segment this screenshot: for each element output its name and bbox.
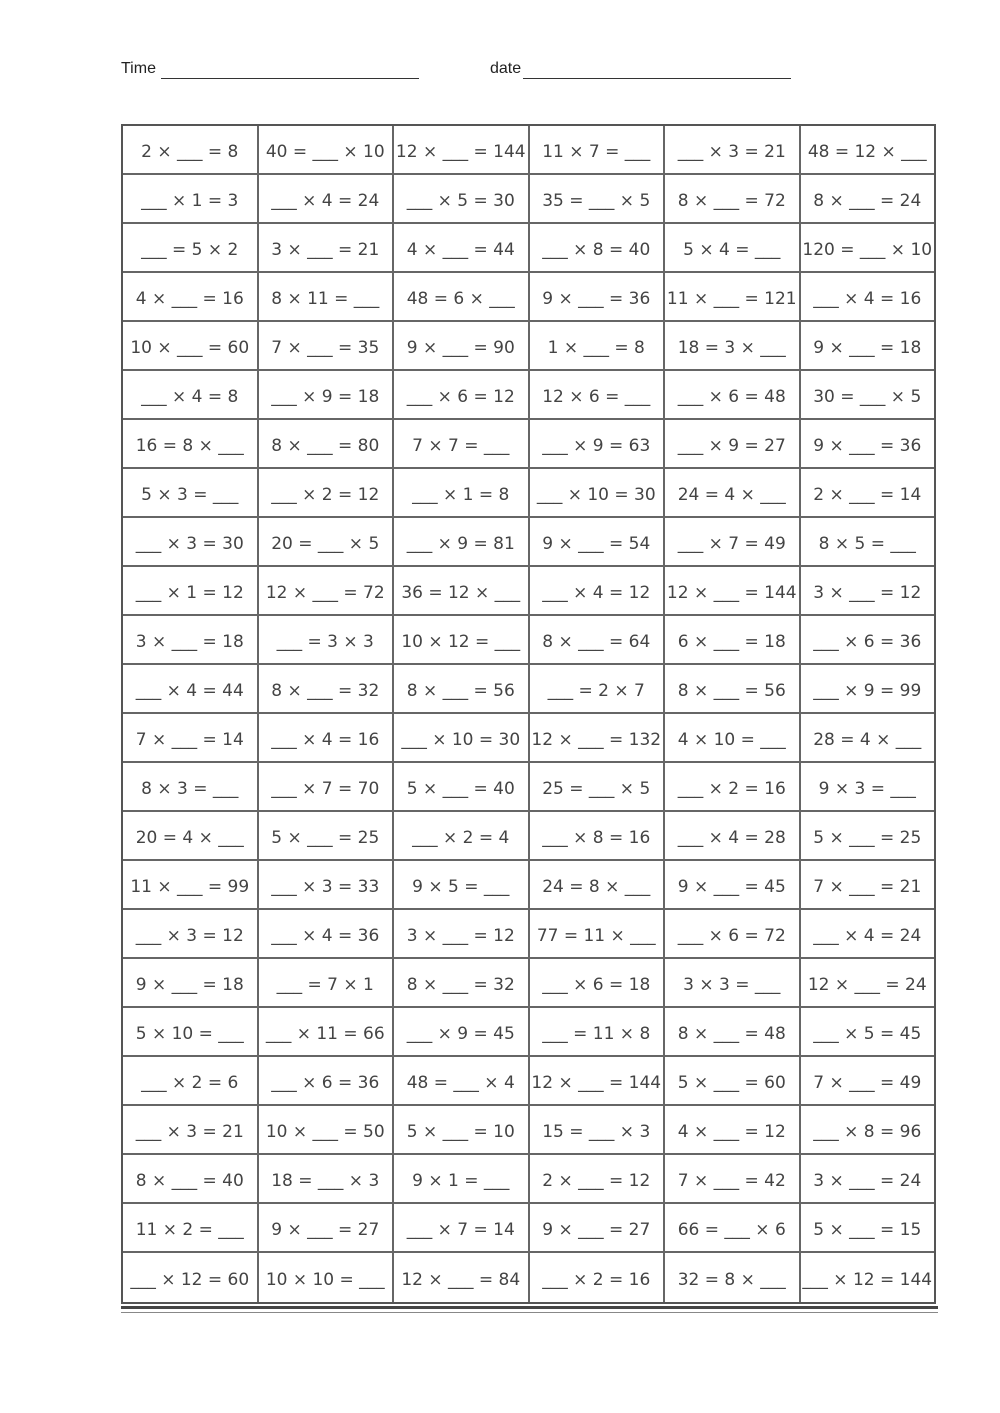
problem-cell[interactable]: 35 = ___ × 5 — [530, 175, 666, 222]
problem-cell[interactable]: 3 × ___ = 21 — [259, 224, 395, 271]
grid-row — [123, 1008, 934, 1057]
problem-cell[interactable]: ___ × 2 = 4 — [394, 812, 530, 859]
problem-cell[interactable]: 25 = ___ × 5 — [530, 763, 666, 810]
problem-cell[interactable]: 9 × ___ = 36 — [530, 273, 666, 320]
problem-cell[interactable]: 4 × ___ = 44 — [394, 224, 530, 271]
problem-cell[interactable]: ___ × 4 = 24 — [813, 925, 922, 946]
problem-cell[interactable]: ___ × 7 = 49 — [665, 518, 801, 565]
grid-row — [123, 812, 934, 861]
problem-cell[interactable]: 8 × 3 = ___ — [123, 763, 259, 810]
grid-row — [123, 861, 934, 910]
problem-cell[interactable]: 4 × ___ = 16 — [123, 273, 259, 320]
problem-cell[interactable]: 8 × ___ = 24 — [813, 190, 922, 211]
problem-cell[interactable]: 5 × ___ = 60 — [665, 1057, 801, 1104]
problem-cell[interactable]: 9 × ___ = 27 — [530, 1204, 666, 1251]
bottom-rule — [121, 1306, 938, 1309]
problem-cell[interactable]: 11 × 7 = ___ — [530, 126, 666, 173]
problem-cell[interactable]: ___ × 6 = 48 — [665, 371, 801, 418]
problem-cell[interactable]: 3 × ___ = 18 — [123, 616, 259, 663]
problem-cell[interactable]: 8 × ___ = 32 — [394, 959, 530, 1006]
problem-cell[interactable]: ___ × 6 = 72 — [665, 910, 801, 957]
problem-cell[interactable]: 8 × 5 = ___ — [818, 533, 916, 554]
problem-cell[interactable]: 2 × ___ = 8 — [123, 126, 259, 173]
problem-cell[interactable]: 5 × ___ = 25 — [259, 812, 395, 859]
problem-cell[interactable]: ___ × 4 = 28 — [665, 812, 801, 859]
grid-row — [123, 126, 934, 175]
problem-cell[interactable]: ___ = 2 × 7 — [530, 665, 666, 712]
problem-cell[interactable]: ___ × 8 = 16 — [530, 812, 666, 859]
problem-cell[interactable]: 12 × ___ = 84 — [394, 1253, 530, 1302]
grid-row — [123, 420, 934, 469]
problem-cell[interactable]: ___ × 10 = 30 — [394, 714, 530, 761]
problem-cell[interactable]: ___ × 4 = 44 — [123, 665, 259, 712]
grid-row — [123, 1057, 934, 1106]
problem-cell[interactable]: ___ × 9 = 45 — [394, 1008, 530, 1055]
problem-cell[interactable]: 2 × ___ = 12 — [530, 1155, 666, 1202]
problem-cell[interactable]: 10 × ___ = 60 — [123, 322, 259, 369]
problem-cell[interactable]: 48 = ___ × 4 — [394, 1057, 530, 1104]
problem-cell[interactable]: 20 = 4 × ___ — [123, 812, 259, 859]
grid-row — [123, 175, 934, 224]
problem-cell[interactable]: ___ × 3 = 30 — [123, 518, 259, 565]
problem-cell[interactable]: ___ = 7 × 1 — [259, 959, 395, 1006]
problem-cell[interactable]: 9 × ___ = 90 — [394, 322, 530, 369]
problem-cell[interactable]: 8 × ___ = 48 — [665, 1008, 801, 1055]
problem-cell[interactable]: 5 × 3 = ___ — [123, 469, 259, 516]
grid-row — [123, 273, 934, 322]
problem-cell[interactable]: ___ × 3 = 21 — [123, 1106, 259, 1153]
grid-row — [123, 714, 934, 763]
problem-cell[interactable]: ___ × 3 = 33 — [259, 861, 395, 908]
problem-cell[interactable]: 8 × ___ = 32 — [259, 665, 395, 712]
problem-cell[interactable]: ___ × 9 = 63 — [530, 420, 666, 467]
problem-cell[interactable]: ___ × 9 = 99 — [813, 680, 922, 701]
problem-cell[interactable]: ___ × 4 = 24 — [259, 175, 395, 222]
problem-cell[interactable]: 4 × 10 = ___ — [665, 714, 801, 761]
problem-cell[interactable]: 7 × ___ = 21 — [813, 876, 922, 897]
problem-cell[interactable]: ___ × 2 = 16 — [530, 1253, 666, 1302]
grid-row — [123, 469, 934, 518]
time-label: Time — [121, 60, 156, 77]
problem-cell[interactable]: ___ × 3 = 12 — [123, 910, 259, 957]
problem-cell[interactable]: ___ × 10 = 30 — [530, 469, 666, 516]
problem-cell[interactable]: 5 × ___ = 40 — [394, 763, 530, 810]
problem-cell[interactable]: 10 × 10 = ___ — [259, 1253, 395, 1302]
problem-cell[interactable]: ___ × 6 = 36 — [813, 631, 922, 652]
problem-cell[interactable]: ___ × 5 = 45 — [813, 1023, 922, 1044]
problem-cell[interactable]: 8 × ___ = 40 — [123, 1155, 259, 1202]
problem-cell[interactable]: 20 = ___ × 5 — [259, 518, 395, 565]
problem-cell[interactable]: ___ × 5 = 30 — [394, 175, 530, 222]
problem-cell[interactable]: 18 = 3 × ___ — [665, 322, 801, 369]
problem-cell[interactable]: ___ × 4 = 16 — [259, 714, 395, 761]
problem-cell[interactable]: ___ × 2 = 12 — [259, 469, 395, 516]
problem-cell[interactable]: ___ × 6 = 36 — [259, 1057, 395, 1104]
problem-cell[interactable]: ___ = 5 × 2 — [123, 224, 259, 271]
problem-cell[interactable]: ___ × 4 = 36 — [259, 910, 395, 957]
problem-cell[interactable]: ___ × 11 = 66 — [259, 1008, 395, 1055]
problem-cell[interactable]: 9 × 1 = ___ — [394, 1155, 530, 1202]
problem-cell[interactable]: 9 × 5 = ___ — [394, 861, 530, 908]
problem-cell[interactable]: ___ × 4 = 8 — [123, 371, 259, 418]
problem-cell[interactable]: 6 × ___ = 18 — [665, 616, 801, 663]
problem-cell[interactable]: ___ × 1 = 3 — [123, 175, 259, 222]
problem-cell[interactable]: 7 × ___ = 49 — [813, 1072, 922, 1093]
problem-cell[interactable]: 9 × ___ = 45 — [665, 861, 801, 908]
problem-cell[interactable]: 36 = 12 × ___ — [394, 567, 530, 614]
problem-cell[interactable]: 16 = 8 × ___ — [123, 420, 259, 467]
bottom-rule-thin — [121, 1312, 938, 1313]
problem-cell[interactable]: 30 = ___ × 5 — [813, 386, 922, 407]
problem-cell[interactable]: 9 × ___ = 18 — [813, 337, 922, 358]
problem-cell[interactable]: 5 × 10 = ___ — [123, 1008, 259, 1055]
problem-cell[interactable]: ___ × 4 = 16 — [813, 288, 922, 309]
problem-cell[interactable]: 10 × 12 = ___ — [394, 616, 530, 663]
problem-cell[interactable]: 28 = 4 × ___ — [813, 729, 922, 750]
problem-cell[interactable]: 48 = 12 × ___ — [807, 141, 927, 162]
problem-cell[interactable]: ___ × 3 = 21 — [665, 126, 801, 173]
problem-cell[interactable]: 11 × 2 = ___ — [123, 1204, 259, 1251]
problem-cell[interactable]: 32 = 8 × ___ — [665, 1253, 801, 1302]
problem-cell[interactable]: 10 × ___ = 50 — [259, 1106, 395, 1153]
problem-cell[interactable]: 3 × 3 = ___ — [665, 959, 801, 1006]
grid-row — [123, 616, 934, 665]
problem-cell[interactable]: 7 × ___ = 35 — [259, 322, 395, 369]
problem-cell[interactable]: 15 = ___ × 3 — [530, 1106, 666, 1153]
problem-cell[interactable]: 9 × ___ = 18 — [123, 959, 259, 1006]
worksheet-header — [0, 58, 1000, 84]
problem-cell[interactable]: 1 × ___ = 8 — [530, 322, 666, 369]
problem-cell[interactable]: 120 = ___ × 10 — [802, 239, 933, 260]
problem-cell[interactable]: 8 × ___ = 72 — [665, 175, 801, 222]
problem-cell[interactable]: 12 × ___ = 144 — [665, 567, 801, 614]
grid-row — [123, 959, 934, 1008]
problem-cell[interactable]: 48 = 6 × ___ — [394, 273, 530, 320]
problem-cell[interactable]: 12 × ___ = 144 — [394, 126, 530, 173]
problem-cell[interactable]: 4 × ___ = 12 — [665, 1106, 801, 1153]
problem-cell[interactable]: 5 × 4 = ___ — [665, 224, 801, 271]
grid-row — [123, 1106, 934, 1155]
problem-cell[interactable]: 12 × 6 = ___ — [530, 371, 666, 418]
problem-cell[interactable]: 11 × ___ = 121 — [665, 273, 801, 320]
problem-cell[interactable]: 66 = ___ × 6 — [665, 1204, 801, 1251]
problem-cell[interactable]: 7 × ___ = 14 — [123, 714, 259, 761]
problem-cell[interactable]: 3 × ___ = 12 — [813, 582, 922, 603]
grid-row — [123, 1253, 934, 1302]
problem-cell[interactable]: ___ × 9 = 27 — [665, 420, 801, 467]
problem-cell[interactable]: ___ × 1 = 12 — [123, 567, 259, 614]
grid-row — [123, 1155, 934, 1204]
problem-cell[interactable]: 7 × ___ = 42 — [665, 1155, 801, 1202]
problem-cell[interactable]: ___ × 4 = 12 — [530, 567, 666, 614]
grid-row — [123, 910, 934, 959]
problem-cell[interactable]: 8 × ___ = 56 — [394, 665, 530, 712]
date-label: date — [490, 60, 522, 77]
grid-row — [123, 322, 934, 371]
problem-cell[interactable]: ___ × 9 = 81 — [394, 518, 530, 565]
grid-row — [123, 665, 934, 714]
problem-cell[interactable]: ___ = 11 × 8 — [530, 1008, 666, 1055]
problem-cell[interactable]: 11 × ___ = 99 — [123, 861, 259, 908]
problem-cell[interactable]: ___ × 12 = 144 — [802, 1269, 933, 1290]
problem-cell[interactable]: ___ × 1 = 8 — [394, 469, 530, 516]
problem-cell[interactable]: 12 × ___ = 132 — [530, 714, 666, 761]
problem-cell[interactable]: 5 × ___ = 10 — [394, 1106, 530, 1153]
problem-cell[interactable]: ___ × 2 = 16 — [665, 763, 801, 810]
problem-cell[interactable]: 3 × ___ = 12 — [394, 910, 530, 957]
problem-cell[interactable]: 9 × 3 = ___ — [818, 778, 916, 799]
problem-cell[interactable]: 5 × ___ = 15 — [813, 1219, 922, 1240]
problem-cell[interactable]: ___ = 3 × 3 — [259, 616, 395, 663]
problem-cell[interactable]: 8 × 11 = ___ — [259, 273, 395, 320]
problem-cell[interactable]: 8 × ___ = 64 — [530, 616, 666, 663]
problem-cell[interactable]: 9 × ___ = 27 — [259, 1204, 395, 1251]
grid-row — [123, 224, 934, 273]
grid-row — [123, 518, 934, 567]
problem-cell[interactable]: 2 × ___ = 14 — [813, 484, 922, 505]
problem-cell[interactable]: 7 × 7 = ___ — [394, 420, 530, 467]
grid-row — [123, 567, 934, 616]
grid-row — [123, 763, 934, 812]
grid-row — [123, 1204, 934, 1253]
time-field[interactable] — [161, 78, 419, 79]
problem-cell[interactable]: ___ × 7 = 14 — [394, 1204, 530, 1251]
problem-cell[interactable]: ___ × 12 = 60 — [123, 1253, 259, 1302]
grid-row — [123, 371, 934, 420]
problem-cell[interactable]: ___ × 6 = 18 — [530, 959, 666, 1006]
problem-cell[interactable]: 9 × ___ = 54 — [530, 518, 666, 565]
multiplication-grid — [121, 124, 936, 1304]
problem-cell[interactable]: 12 × ___ = 72 — [259, 567, 395, 614]
date-field[interactable] — [523, 78, 791, 79]
problem-cell[interactable]: 3 × ___ = 24 — [813, 1170, 922, 1191]
problem-cell[interactable]: 77 = 11 × ___ — [530, 910, 666, 957]
problem-cell[interactable]: 8 × ___ = 56 — [665, 665, 801, 712]
problem-cell[interactable]: ___ × 9 = 18 — [259, 371, 395, 418]
problem-cell[interactable]: ___ × 2 = 6 — [123, 1057, 259, 1104]
problem-cell[interactable]: 9 × ___ = 36 — [813, 435, 922, 456]
problem-cell[interactable]: 18 = ___ × 3 — [259, 1155, 395, 1202]
problem-cell[interactable]: 12 × ___ = 144 — [530, 1057, 666, 1104]
problem-cell[interactable]: 24 = 8 × ___ — [530, 861, 666, 908]
problem-cell[interactable]: ___ × 8 = 96 — [813, 1121, 922, 1142]
problem-cell[interactable]: 24 = 4 × ___ — [665, 469, 801, 516]
problem-cell[interactable]: 40 = ___ × 10 — [259, 126, 395, 173]
problem-cell[interactable]: 8 × ___ = 80 — [259, 420, 395, 467]
problem-cell[interactable]: ___ × 8 = 40 — [530, 224, 666, 271]
problem-cell[interactable]: 5 × ___ = 25 — [813, 827, 922, 848]
problem-cell[interactable]: 12 × ___ = 24 — [807, 974, 927, 995]
problem-cell[interactable]: ___ × 6 = 12 — [394, 371, 530, 418]
problem-cell[interactable]: ___ × 7 = 70 — [259, 763, 395, 810]
